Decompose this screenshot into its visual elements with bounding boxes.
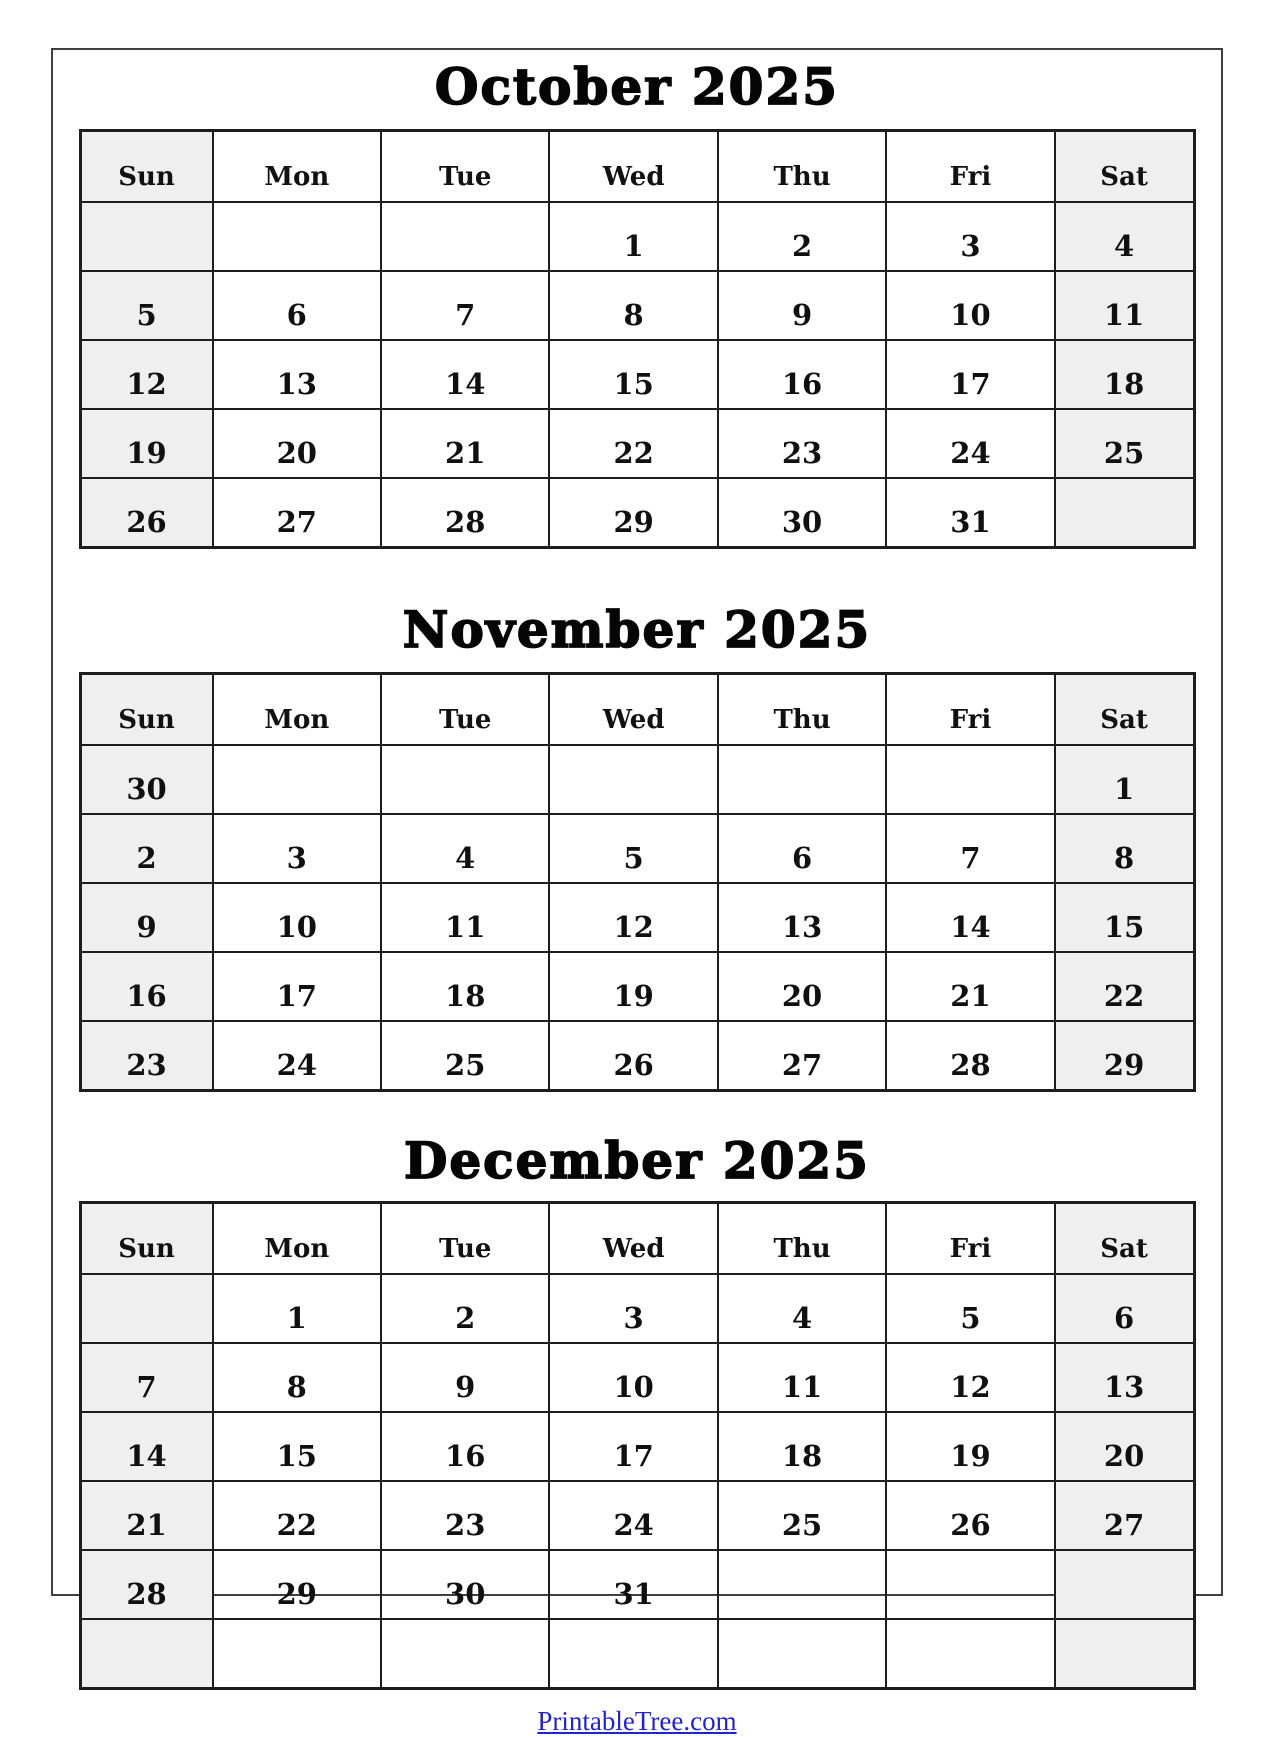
date-cell: 28 <box>80 1550 213 1619</box>
empty-cell <box>381 202 549 271</box>
date-cell: 19 <box>80 409 213 478</box>
date-cell: 10 <box>549 1343 717 1412</box>
weekday-header-tue: Tue <box>381 131 549 203</box>
week-row <box>80 1412 1194 1481</box>
date-cell: 18 <box>381 952 549 1021</box>
weekday-header-fri: Fri <box>886 1203 1054 1275</box>
empty-cell <box>718 745 886 814</box>
date-cell: 1 <box>213 1274 381 1343</box>
date-cell: 14 <box>80 1412 213 1481</box>
empty-cell <box>718 1619 886 1689</box>
date-cell: 22 <box>549 409 717 478</box>
empty-cell <box>1055 478 1194 548</box>
date-cell: 17 <box>549 1412 717 1481</box>
empty-cell <box>1055 1550 1194 1619</box>
date-cell: 23 <box>718 409 886 478</box>
date-cell: 11 <box>1055 271 1194 340</box>
empty-cell <box>1055 1619 1194 1689</box>
date-cell: 9 <box>80 883 213 952</box>
week-row <box>80 1481 1194 1550</box>
date-cell: 4 <box>718 1274 886 1343</box>
date-cell: 2 <box>718 202 886 271</box>
week-row <box>80 1274 1194 1343</box>
empty-cell <box>886 745 1054 814</box>
date-cell: 28 <box>381 478 549 548</box>
date-cell: 29 <box>213 1550 381 1619</box>
date-cell: 11 <box>381 883 549 952</box>
date-cell: 18 <box>718 1412 886 1481</box>
date-cell: 9 <box>718 271 886 340</box>
date-cell: 24 <box>886 409 1054 478</box>
week-row <box>80 202 1194 271</box>
weekday-header-wed: Wed <box>549 131 717 203</box>
weekday-header-sun: Sun <box>80 131 213 203</box>
date-cell: 15 <box>213 1412 381 1481</box>
week-row <box>80 745 1194 814</box>
date-cell: 26 <box>549 1021 717 1091</box>
empty-cell <box>80 202 213 271</box>
date-cell: 29 <box>549 478 717 548</box>
month-title: December 2025 <box>403 1131 870 1190</box>
weekday-header-wed: Wed <box>549 674 717 746</box>
empty-cell <box>80 1274 213 1343</box>
date-cell: 5 <box>549 814 717 883</box>
date-cell: 2 <box>80 814 213 883</box>
empty-cell <box>549 745 717 814</box>
date-cell: 21 <box>886 952 1054 1021</box>
empty-cell <box>381 745 549 814</box>
calendar-page <box>51 48 1223 1736</box>
calendar-table <box>79 672 1196 1092</box>
empty-cell <box>213 202 381 271</box>
date-cell: 17 <box>886 340 1054 409</box>
weekday-header-sat: Sat <box>1055 674 1194 746</box>
week-row <box>80 478 1194 548</box>
date-cell: 10 <box>886 271 1054 340</box>
date-cell: 13 <box>213 340 381 409</box>
month-title: October 2025 <box>434 57 840 116</box>
week-row <box>80 952 1194 1021</box>
date-cell: 24 <box>549 1481 717 1550</box>
date-cell: 28 <box>886 1021 1054 1091</box>
weekday-header-fri: Fri <box>886 674 1054 746</box>
empty-cell <box>213 745 381 814</box>
date-cell: 30 <box>381 1550 549 1619</box>
weekday-header-row <box>80 674 1194 746</box>
date-cell: 13 <box>718 883 886 952</box>
date-cell: 1 <box>1055 745 1194 814</box>
weekday-header-wed: Wed <box>549 1203 717 1275</box>
date-cell: 4 <box>381 814 549 883</box>
date-cell: 20 <box>1055 1412 1194 1481</box>
date-cell: 3 <box>549 1274 717 1343</box>
date-cell: 13 <box>1055 1343 1194 1412</box>
date-cell: 31 <box>549 1550 717 1619</box>
date-cell: 21 <box>381 409 549 478</box>
date-cell: 12 <box>549 883 717 952</box>
date-cell: 7 <box>80 1343 213 1412</box>
date-cell: 29 <box>1055 1021 1194 1091</box>
weekday-header-sat: Sat <box>1055 1203 1194 1275</box>
date-cell: 10 <box>213 883 381 952</box>
date-cell: 8 <box>1055 814 1194 883</box>
date-cell: 7 <box>886 814 1054 883</box>
date-cell: 11 <box>718 1343 886 1412</box>
weekday-header-mon: Mon <box>213 674 381 746</box>
empty-cell <box>886 1550 1054 1619</box>
weekday-header-mon: Mon <box>213 131 381 203</box>
date-cell: 6 <box>1055 1274 1194 1343</box>
week-row <box>80 340 1194 409</box>
empty-cell <box>886 1619 1054 1689</box>
printabletree-link[interactable]: PrintableTree.com <box>537 1706 737 1736</box>
date-cell: 5 <box>886 1274 1054 1343</box>
week-row <box>80 271 1194 340</box>
date-cell: 14 <box>381 340 549 409</box>
weekday-header-fri: Fri <box>886 131 1054 203</box>
date-cell: 16 <box>718 340 886 409</box>
date-cell: 15 <box>1055 883 1194 952</box>
week-row <box>80 883 1194 952</box>
date-cell: 20 <box>213 409 381 478</box>
calendar-table <box>79 1201 1196 1690</box>
date-cell: 9 <box>381 1343 549 1412</box>
date-cell: 18 <box>1055 340 1194 409</box>
empty-cell <box>381 1619 549 1689</box>
date-cell: 23 <box>381 1481 549 1550</box>
date-cell: 3 <box>886 202 1054 271</box>
week-row <box>80 1343 1194 1412</box>
date-cell: 5 <box>80 271 213 340</box>
date-cell: 19 <box>886 1412 1054 1481</box>
weekday-header-thu: Thu <box>718 1203 886 1275</box>
date-cell: 25 <box>718 1481 886 1550</box>
date-cell: 16 <box>381 1412 549 1481</box>
week-row <box>80 814 1194 883</box>
date-cell: 25 <box>1055 409 1194 478</box>
date-cell: 7 <box>381 271 549 340</box>
date-cell: 26 <box>886 1481 1054 1550</box>
date-cell: 8 <box>213 1343 381 1412</box>
date-cell: 17 <box>213 952 381 1021</box>
date-cell: 6 <box>213 271 381 340</box>
date-cell: 3 <box>213 814 381 883</box>
date-cell: 24 <box>213 1021 381 1091</box>
calendar-table <box>79 129 1196 549</box>
date-cell: 6 <box>718 814 886 883</box>
week-row <box>80 1550 1194 1619</box>
weekday-header-sat: Sat <box>1055 131 1194 203</box>
date-cell: 22 <box>1055 952 1194 1021</box>
date-cell: 27 <box>718 1021 886 1091</box>
date-cell: 15 <box>549 340 717 409</box>
week-row <box>80 1021 1194 1091</box>
weekday-header-sun: Sun <box>80 674 213 746</box>
month-title: November 2025 <box>402 600 872 659</box>
empty-cell <box>213 1619 381 1689</box>
weekday-header-tue: Tue <box>381 1203 549 1275</box>
date-cell: 27 <box>1055 1481 1194 1550</box>
weekday-header-row <box>80 1203 1194 1275</box>
date-cell: 27 <box>213 478 381 548</box>
week-row <box>80 1619 1194 1689</box>
weekday-header-row <box>80 131 1194 203</box>
weekday-header-tue: Tue <box>381 674 549 746</box>
date-cell: 14 <box>886 883 1054 952</box>
empty-cell <box>549 1619 717 1689</box>
date-cell: 26 <box>80 478 213 548</box>
date-cell: 31 <box>886 478 1054 548</box>
date-cell: 25 <box>381 1021 549 1091</box>
month-december <box>53 1131 1221 1690</box>
date-cell: 1 <box>549 202 717 271</box>
date-cell: 16 <box>80 952 213 1021</box>
empty-cell <box>718 1550 886 1619</box>
date-cell: 12 <box>886 1343 1054 1412</box>
weekday-header-mon: Mon <box>213 1203 381 1275</box>
date-cell: 4 <box>1055 202 1194 271</box>
date-cell: 19 <box>549 952 717 1021</box>
weekday-header-thu: Thu <box>718 131 886 203</box>
date-cell: 23 <box>80 1021 213 1091</box>
date-cell: 21 <box>80 1481 213 1550</box>
weekday-header-sun: Sun <box>80 1203 213 1275</box>
month-november <box>53 600 1221 1092</box>
month-october <box>53 57 1221 549</box>
date-cell: 30 <box>718 478 886 548</box>
date-cell: 8 <box>549 271 717 340</box>
week-row <box>80 409 1194 478</box>
date-cell: 20 <box>718 952 886 1021</box>
empty-cell <box>80 1619 213 1689</box>
page-footer <box>53 1706 1221 1737</box>
date-cell: 30 <box>80 745 213 814</box>
date-cell: 12 <box>80 340 213 409</box>
date-cell: 22 <box>213 1481 381 1550</box>
date-cell: 2 <box>381 1274 549 1343</box>
weekday-header-thu: Thu <box>718 674 886 746</box>
